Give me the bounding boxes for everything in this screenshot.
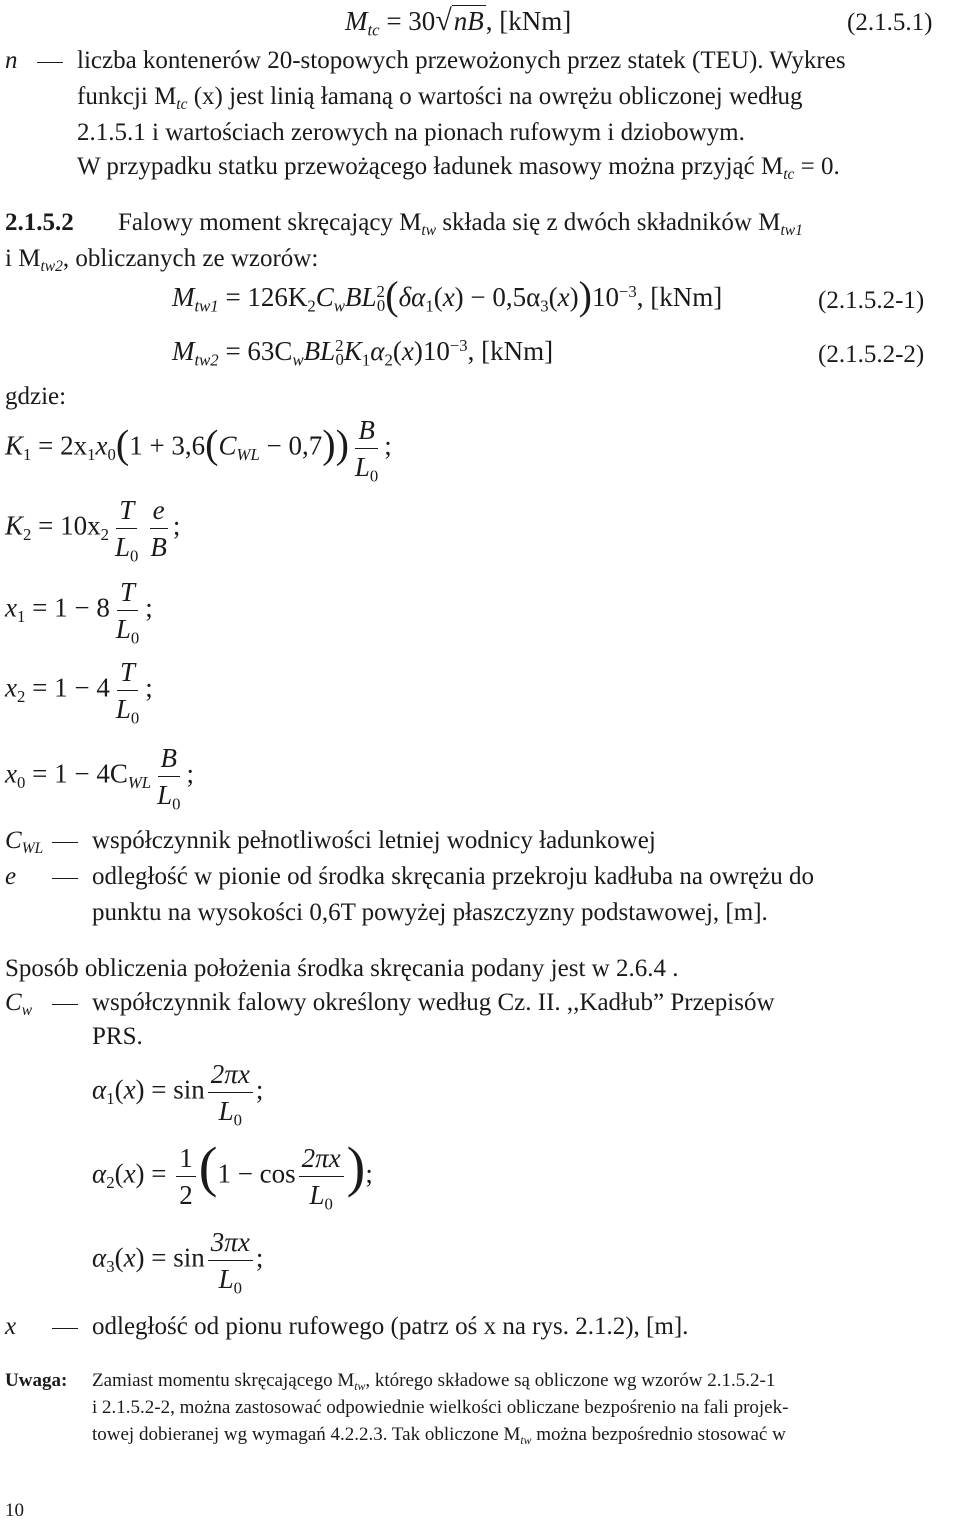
dash [52,1004,78,1005]
definition-n-line1: liczba kontenerów 20-stopowych przewożonych przez statek (TEU). Wykres [77,47,846,74]
fraction: $\frac{T}{L_0}$ [115,495,139,566]
fraction: $\frac{B}{L_0}$ [157,743,181,814]
dash [52,842,78,843]
where-label: gdzie: [5,383,67,410]
fraction: $\frac{T}{L_0}$ [115,577,140,648]
definition-x: odległość od pionu rufowego (patrz oś x na rys. 2.1.2), [m]. [92,1313,689,1340]
definition-cw-line2: PRS. [92,1023,143,1050]
formula-alpha1: $\alpha_1(x) = \sin$ $\frac{2\pi x}{L_0}$ ; [92,1059,264,1130]
fraction: $\frac{T}{L_0}$ [115,657,140,728]
formula-alpha2: $\alpha_2(x)$ = $\frac{1}{2}$ (1 − cos $\frac{2\pi x}{L_0}$ ); [92,1136,373,1214]
remark-line2: i 2.1.5.2-2, można zastosować odpowiednie wielkości obliczane bezpośrenio na fali projek- [92,1397,789,1418]
definition-n-line4: W przypadku statku przewożącego ładunek masowy można przyjąć $M_{tc} = 0$. [77,153,840,183]
section-number: 2.1.5.2 [5,209,74,236]
fraction: $\frac{2\pi x}{L_0}$ [208,1058,253,1127]
symbol-n: n [5,47,18,74]
fraction: $\frac{e}{B}$ [150,495,167,562]
fraction: $\frac{1}{2}$ [176,1142,196,1211]
definition-e-line2: punktu na wysokości 0,6T powyżej płaszczyzny podstawowej, [m]. [92,899,768,926]
dash [52,878,78,879]
symbol-x: x [5,1313,17,1340]
fraction: $\frac{3\pi x}{L_0}$ [208,1226,253,1295]
definition-n-line2: funkcji $M_{tc}$ (x) jest linią łamaną o wartości na owrężu obliczonej według [77,83,803,113]
remark-label: Uwaga: [5,1370,68,1391]
formula-alpha3: $\alpha_3(x) = \sin$ $\frac{3\pi x}{L_0}$ ; [92,1227,264,1298]
equation-2-1-5-1: $M_{tc} = 30√nB$, [kNm] [345,4,572,40]
symbol-e: e [5,863,17,890]
fraction: $\frac{2\pi x}{L_0}$ [299,1142,344,1211]
definition-cw-line1: współczynnik falowy określony według Cz. II. ,,Kadłub” Przepisów [92,989,775,1016]
section-text-line2: i $M_{tw2}$, obliczanych ze wzorów: [5,245,319,275]
equation-number: (2.1.5.1) [847,9,933,36]
remark-line3: towej dobieranej wg wymagań 4.2.2.3. Tak obliczone $M_{tw}$ można bezpośrednio stosować w [92,1424,786,1447]
dash [52,1328,78,1329]
sqrt-sign: √ [435,4,452,37]
formula-x0: $x_0 = 1 - 4C_{WL}$ $\frac{B}{L_0}$ ; [5,743,194,814]
section-text-line1: Falowy moment skręcający $M_{tw}$ składa się z dwóch składników $M_{tw1}$ [118,209,803,239]
equation-number: (2.1.5.2-1) [818,287,925,314]
formula-k2: $K_2 = 10x_2$ $\frac{T}{L_0}$ $\frac{e}{B}$ ; [5,495,181,566]
symbol-cwl: $C_{WL}$ [5,827,44,857]
dash [37,62,63,63]
definition-n-line3: 2.1.5.1 i wartościach zerowych na pionach rufowym i dziobowym. [77,119,745,146]
formula-x2: $x_2 = 1 - 4$ $\frac{T}{L_0}$ ; [5,657,153,728]
equation-2-1-5-2-2: $M_{tw2} = 63C_wBL^2_0K_1\alpha_2(x)10^{-3}$, [kNm] [172,335,554,370]
definition-cwl: współczynnik pełnotliwości letniej wodnicy ładunkowej [92,827,656,854]
remark-line1: Zamiast momentu skręcającego $M_{tw}$, którego składowe są obliczone wg wzorów 2.1.5.2-1 [92,1370,776,1393]
page-number: 10 [5,1500,24,1521]
equation-2-1-5-2-1: $M_{tw1} = 126K_2C_wBL^2_0(\delta\alpha_1(x) - 0,5\alpha_3(x))10^{-3}$, [kNm] [172,273,723,318]
equation-number: (2.1.5.2-2) [818,341,925,368]
definition-e-line1: odległość w pionie od środka skręcania przekroju kadłuba na owrężu do [92,863,814,890]
fraction: $\frac{B}{L_0}$ [354,415,379,486]
shear-center-note: Sposób obliczenia położenia środka skręcania podany jest w 2.6.4 . [5,955,679,982]
formula-x1: $x_1 = 1 - 8$ $\frac{T}{L_0}$ ; [5,577,153,648]
symbol-cw: $C_w$ [5,989,33,1019]
formula-k1: $K_1 = 2x_1x_0(1 + 3,6(C_{WL} - 0,7))$ $\frac{B}{L_0}$ ; [5,415,392,486]
